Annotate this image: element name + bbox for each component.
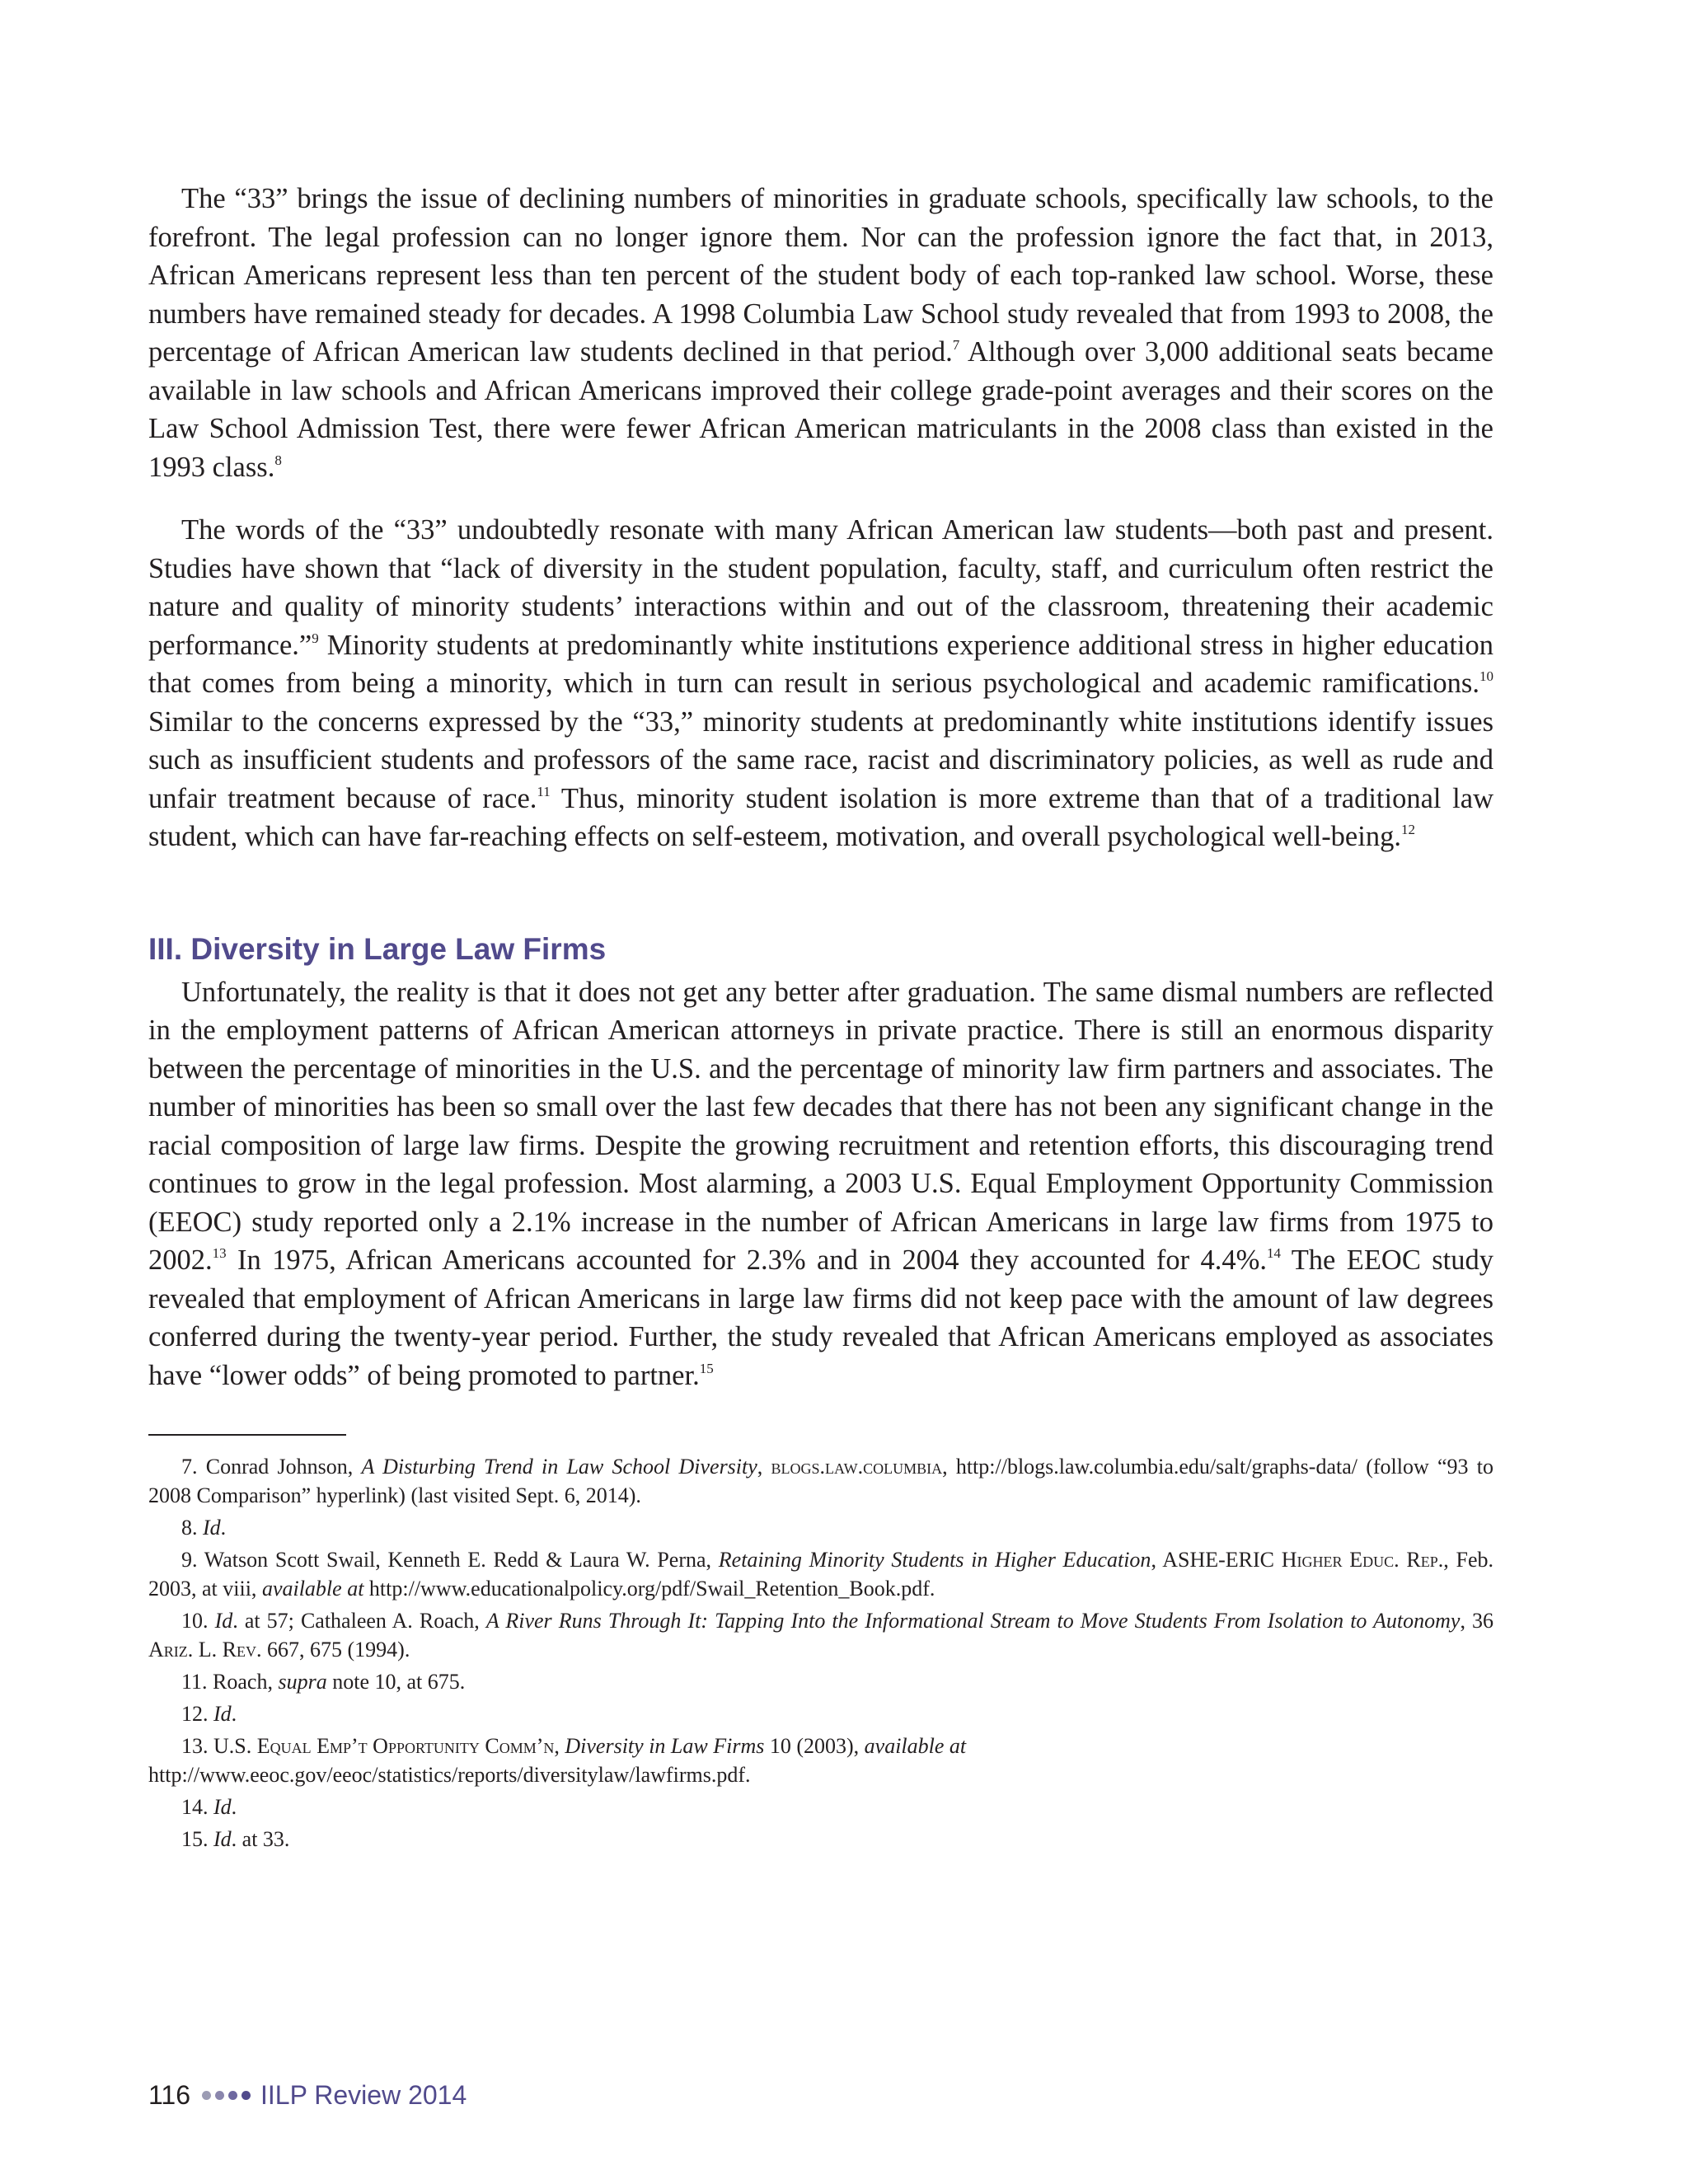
body-paragraph-2: The words of the “33” undoubtedly resonate with many African American law students—both past and present. Studies have shown that “lack of diversity in the student population, faculty, staff, and curriculum often restrict the nature and quality of minority students’ interactions within and out of the classroom, threatening their academic performance.”$^9$ Minority students at predominantly white institutions experience additional stress in higher education that comes from being a minority, which in turn can result in serious psychological and academic ramifications.$^{10}$ Similar to the concerns expressed by the “33,” minority students at predominantly white institutions identify issues such as insufficient students and professors of the same race, racist and discriminatory policies, as well as rude and unfair treatment because of race.$^{11}$ Thus, minority student isolation is more extreme than that of a traditional law student, which can have far-reaching effects on self-esteem, motivation, and overall psychological well-being.$^{12}$ bbox=[148, 514, 1493, 852]
journal-title: IILP Review 2014 bbox=[260, 2080, 467, 2110]
footnote-7: 7. Conrad Johnson, A Disturbing Trend in Law School Diversity, blogs.law.columbia, http://blogs.law.columbia.edu/salt/graphs-data/ (follow “93 to 2008 Comparison” hyperlink) (last visited Sept. 6, 2014). bbox=[148, 1455, 1493, 1507]
footnote-ref-7[interactable]: 7 bbox=[952, 337, 960, 353]
footnote-7-link[interactable]: , http://blogs.law.columbia.edu/salt/graphs-data/ (follow “93 to 2008 Comparison” hyperlink) (last visited Sept. 6, 2014). bbox=[148, 1455, 1493, 1507]
footnote-9-link[interactable]: http://www.educationalpolicy.org/pdf/Swail_Retention_Book.pdf. bbox=[363, 1577, 935, 1601]
footnote-15: 15. Id. at 33. bbox=[181, 1827, 290, 1851]
footnote-ref-8[interactable]: 8 bbox=[274, 452, 282, 468]
footnote-14: 14. Id. bbox=[181, 1795, 237, 1819]
footnote-ref-11[interactable]: 11 bbox=[537, 783, 551, 799]
page-content bbox=[148, 180, 1493, 1857]
dot-icon bbox=[228, 2091, 237, 2100]
footnote-ref-15[interactable]: 15 bbox=[699, 1360, 714, 1376]
dot-icon bbox=[202, 2091, 211, 2100]
body-paragraph-1: The “33” brings the issue of declining numbers of minorities in graduate schools, specifically law schools, to the forefront. The legal profession can no longer ignore them. Nor can the profession ignore the fact that, in 2013, African Americans represent less than ten percent of the student body of each top-ranked law school. Worse, these numbers have remained steady for decades. A 1998 Columbia Law School study revealed that from 1993 to 2008, the percentage of African American law students declined in that period.$^7$ Although over 3,000 additional seats became available in law schools and African Americans improved their college grade-point averages and their scores on the Law School Admission Test, there were fewer African American matriculants in the 2008 class than existed in the 1993 class.$^8$ bbox=[148, 183, 1493, 483]
section-heading: III. Diversity in Large Law Firms bbox=[148, 931, 607, 966]
footer-dots-ornament bbox=[202, 2091, 251, 2100]
footnote-ref-13[interactable]: 13 bbox=[212, 1245, 227, 1261]
dot-icon bbox=[215, 2091, 224, 2100]
footnote-12: 12. Id. bbox=[181, 1702, 237, 1726]
footnote-11: 11. Roach, supra note 10, at 675. bbox=[181, 1670, 466, 1694]
footnote-8: 8. Id. bbox=[181, 1516, 227, 1540]
footnote-ref-12[interactable]: 12 bbox=[1400, 822, 1415, 837]
body-paragraph-3: Unfortunately, the reality is that it does not get any better after graduation. The same dismal numbers are reflected in the employment patterns of African American attorneys in private practice. There is still an enormous disparity between the percentage of minorities in the U.S. and the percentage of minority law firm partners and associates. The number of minorities has been so small over the last few decades that there has not been any significant change in the racial composition of large law firms. Despite the growing recruitment and retention efforts, this discouraging trend continues to grow in the legal profession. Most alarming, a 2003 U.S. Equal Employment Opportunity Commission (EEOC) study reported only a 2.1% increase in the number of African Americans in large law firms from 1975 to 2002.13 In 1975, African Americans accounted for 2.3% and in 2004 they accounted for 4.4%.$^{14}$ The EEOC study revealed that employment of African Americans in large law firms did not keep pace with the amount of law degrees conferred during the twenty-year period. Further, the study revealed that African Americans employed as associates have “lower odds” of being promoted to partner.$^{15}$ bbox=[148, 976, 1493, 1391]
footnote-10: 10. Id. at 57; Cathaleen A. Roach, A River Runs Through It: Tapping Into the Informational Stream to Move Students From Isolation to Autonomy, 36 Ariz. L. Rev. 667, 675 (1994). bbox=[148, 1609, 1494, 1661]
page-number: 116 bbox=[148, 2080, 191, 2110]
footnote-divider bbox=[148, 1434, 346, 1436]
footnote-ref-10[interactable]: 10 bbox=[1479, 668, 1493, 684]
footnote-13-link[interactable]: http://www.eeoc.gov/eeoc/statistics/reports/diversitylaw/lawfirms.pdf. bbox=[148, 1763, 751, 1787]
footnote-ref-9[interactable]: 9 bbox=[312, 630, 319, 646]
footnote-13: 13. U.S. Equal Emp’t Opportunity Comm’n, Diversity in Law Firms 10 (2003), available at http://www.eeoc.gov/eeoc/statistics/reports/diversitylaw/lawfirms.pdf. bbox=[148, 1734, 967, 1787]
page-footer bbox=[148, 2079, 467, 2111]
dot-icon bbox=[241, 2091, 251, 2100]
footnote-ref-14[interactable]: 14 bbox=[1266, 1245, 1281, 1261]
footnote-9: 9. Watson Scott Swail, Kenneth E. Redd & Laura W. Perna, Retaining Minority Students in Higher Education, ASHE-ERIC Higher Educ. Rep., Feb. 2003, at viii, available at http://www.educationalpolicy.org/pdf/Swail_Retention_Book.pdf. bbox=[148, 1548, 1494, 1601]
